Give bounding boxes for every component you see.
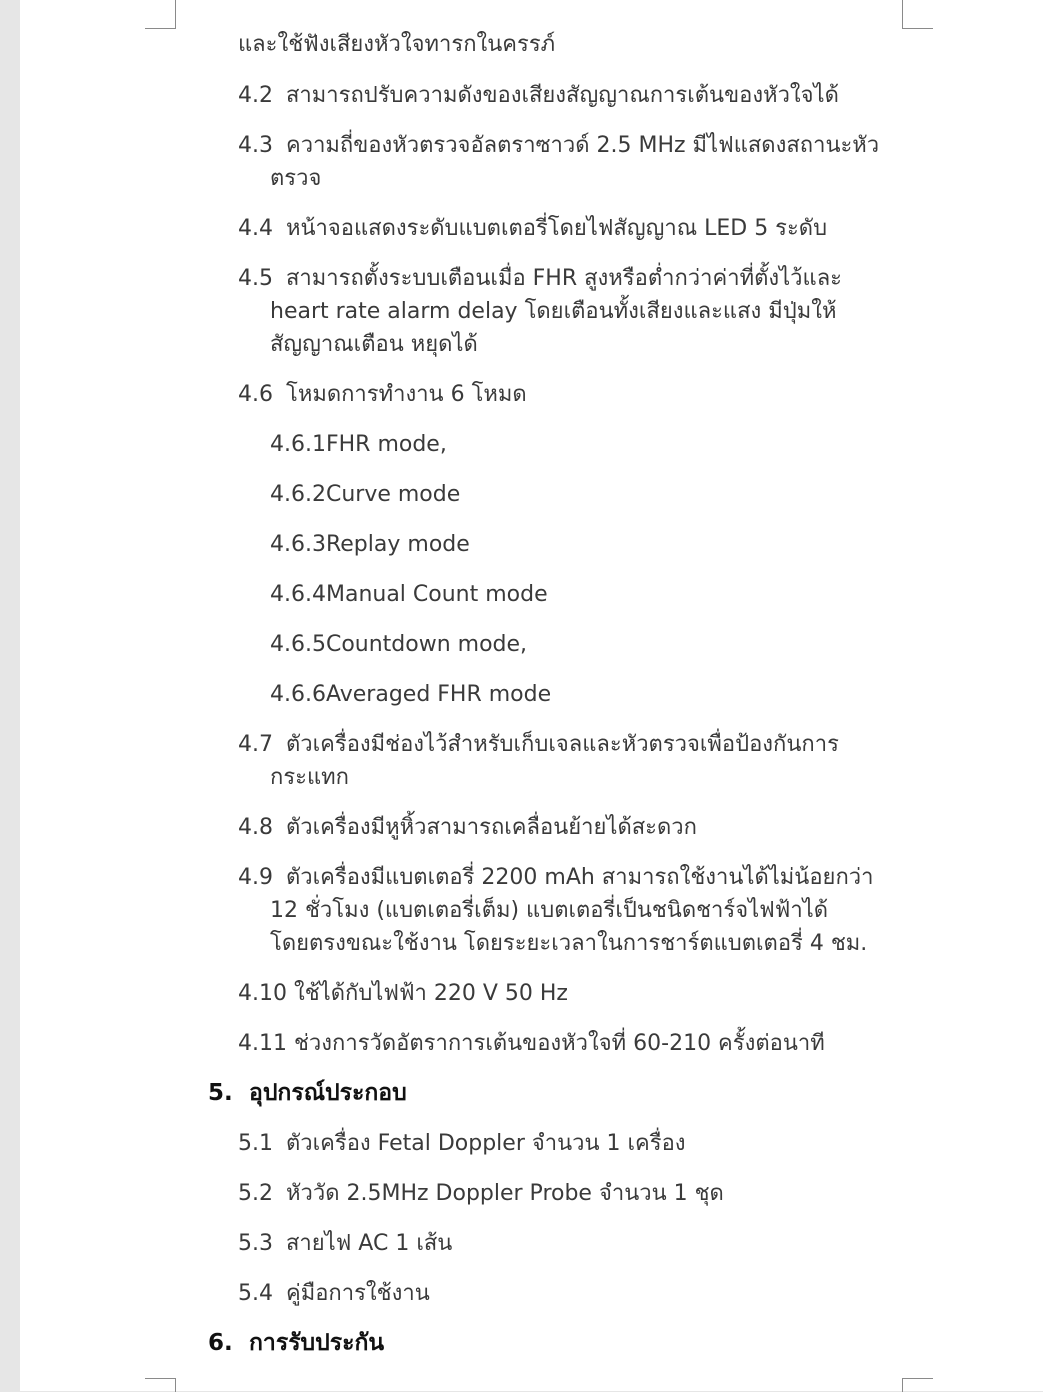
item-text: หน้าจอแสดงระดับแบตเตอรี่โดยไฟสัญญาณ LED 5 ระดับ xyxy=(286,216,828,241)
item-4-7-cont: กระแทก xyxy=(270,765,349,790)
item-number: 4.8 xyxy=(238,815,273,840)
item-4-8 xyxy=(238,811,697,844)
item-4-5-cont-2: สัญญาณเตือน หยุดได้ xyxy=(270,332,478,357)
mode-item: 4.6.4Manual Count mode xyxy=(270,582,548,607)
item-4-5-cont-1: heart rate alarm delay โดยเตือนทั้งเสียงและแสง มีปุ่มให้ xyxy=(270,299,837,324)
crop-mark-top-left xyxy=(145,0,176,29)
item-text: ตัวเครื่องมีช่องไว้สำหรับเก็บเจลและหัวตรวจเพื่อป้องกันการ xyxy=(286,732,839,757)
mode-item: 4.6.3Replay mode xyxy=(270,532,470,557)
mode-item: 4.6.2Curve mode xyxy=(270,482,461,507)
section-title: การรับประกัน xyxy=(249,1330,385,1356)
item-text: ช่วงการวัดอัตราการเต้นของหัวใจที่ 60-210 ครั้งต่อนาที xyxy=(294,1031,825,1056)
item-number: 4.11 xyxy=(238,1031,287,1056)
item-number: 4.4 xyxy=(238,216,273,241)
mode-item: 4.6.1FHR mode, xyxy=(270,432,447,457)
item-text: สามารถตั้งระบบเตือนเมื่อ FHR สูงหรือต่ำกว่าค่าที่ตั้งไว้และ xyxy=(286,266,842,291)
item-text: ตัวเครื่องมีแบตเตอรี่ 2200 mAh สามารถใช้งานได้ไม่น้อยกว่า xyxy=(286,865,874,890)
crop-mark-top-right xyxy=(902,0,933,29)
item-4-2 xyxy=(238,79,839,112)
item-number: 4.5 xyxy=(238,266,273,291)
section-number: 5. xyxy=(208,1080,233,1106)
item-4-3 xyxy=(238,129,879,162)
item-text: ตัวเครื่องมีหูหิ้วสามารถเคลื่อนย้ายได้สะดวก xyxy=(286,815,697,840)
item-text: โหมดการทำงาน 6 โหมด xyxy=(286,382,527,407)
item-4-4 xyxy=(238,212,827,245)
item-text: ตัวเครื่อง Fetal Doppler จำนวน 1 เครื่อง xyxy=(286,1131,686,1156)
mode-item: 4.6.6Averaged FHR mode xyxy=(270,682,552,707)
item-text: คู่มือการใช้งาน xyxy=(286,1281,430,1306)
crop-mark-bottom-right xyxy=(902,1378,933,1392)
item-4-3-cont: ตรวจ xyxy=(270,166,322,191)
item-text: หัววัด 2.5MHz Doppler Probe จำนวน 1 ชุด xyxy=(286,1181,724,1206)
item-text: ความถี่ของหัวตรวจอัลตราซาวด์ 2.5 MHz มีไฟแสดงสถานะหัว xyxy=(286,133,880,158)
mode-item: 4.6.5Countdown mode, xyxy=(270,632,528,657)
item-number: 4.6 xyxy=(238,382,273,407)
item-5-4 xyxy=(238,1277,430,1310)
item-5-3 xyxy=(238,1227,452,1260)
document-page xyxy=(20,0,1043,1391)
item-text: สามารถปรับความดังของเสียงสัญญาณการเต้นของหัวใจได้ xyxy=(286,83,839,108)
intro-line: และใช้ฟังเสียงหัวใจทารกในครรภ์ xyxy=(238,32,556,57)
item-4-7 xyxy=(238,728,839,761)
item-4-5 xyxy=(238,262,842,295)
section-title: อุปกรณ์ประกอบ xyxy=(249,1080,407,1106)
item-4-9-cont-1: 12 ชั่วโมง (แบตเตอรี่เต็ม) แบตเตอรี่เป็นชนิดชาร์จไฟฟ้าได้ xyxy=(270,898,829,923)
section-number: 6. xyxy=(208,1330,233,1356)
item-number: 4.10 xyxy=(238,981,287,1006)
item-number: 5.2 xyxy=(238,1181,273,1206)
crop-mark-bottom-left xyxy=(145,1378,176,1392)
section-6-heading xyxy=(208,1327,384,1360)
item-4-11 xyxy=(238,1027,825,1060)
item-4-10 xyxy=(238,977,568,1010)
item-number: 4.7 xyxy=(238,732,273,757)
item-text: สายไฟ AC 1 เส้น xyxy=(286,1231,453,1256)
section-5-heading xyxy=(208,1077,407,1110)
item-number: 5.3 xyxy=(238,1231,273,1256)
item-number: 4.2 xyxy=(238,83,273,108)
item-5-2 xyxy=(238,1177,724,1210)
item-4-9 xyxy=(238,861,873,894)
item-5-1 xyxy=(238,1127,686,1160)
item-number: 5.4 xyxy=(238,1281,273,1306)
item-number: 4.3 xyxy=(238,133,273,158)
item-4-9-cont-2: โดยตรงขณะใช้งาน โดยระยะเวลาในการชาร์ตแบตเตอรี่ 4 ชม. xyxy=(270,931,868,956)
item-text: ใช้ได้กับไฟฟ้า 220 V 50 Hz xyxy=(294,981,568,1006)
item-number: 5.1 xyxy=(238,1131,273,1156)
item-number: 4.9 xyxy=(238,865,273,890)
item-4-6 xyxy=(238,378,527,411)
